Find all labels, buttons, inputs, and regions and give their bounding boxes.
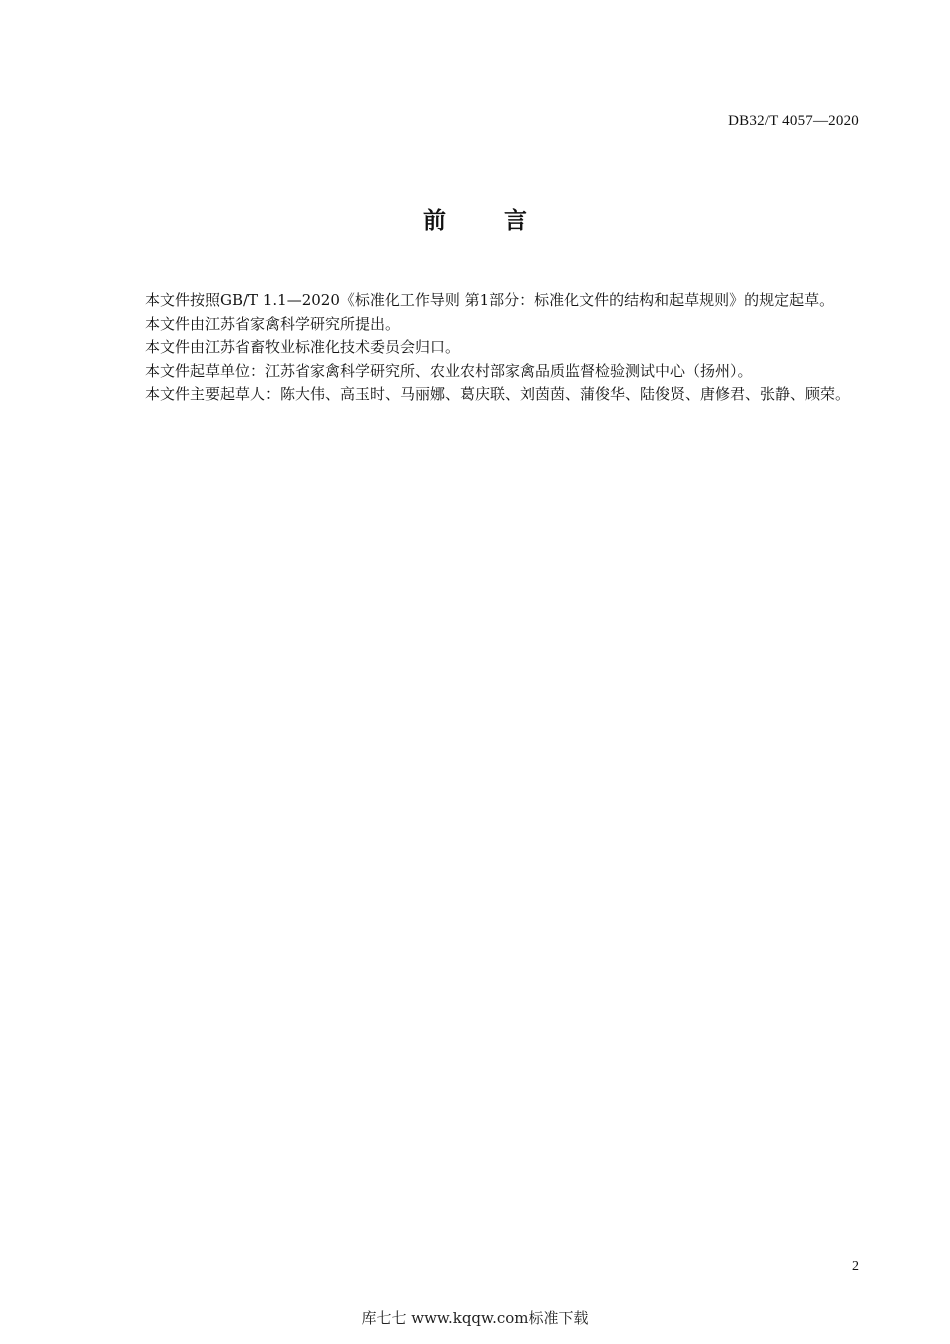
footer-watermark-text: 库七七 www.kqqw.com标准下载 [361, 1309, 589, 1327]
document-number: DB32/T 4057—2020 [728, 113, 859, 129]
page-number: 2 [852, 1259, 859, 1274]
paragraph-proposer: 本文件由江苏省家禽科学研究所提出。 [145, 314, 401, 333]
paragraph-drafting-rules: 本文件按照GB/T 1.1—2020《标准化工作导则 第1部分：标准化文件的结构和起草规则》的规定起草。 [145, 291, 835, 309]
page-title: 前言 [423, 208, 585, 234]
paragraph-drafters: 本文件主要起草人：陈大伟、高玉时、马丽娜、葛庆联、刘茵茵、蒲俊华、陆俊贤、唐修君、张静、顾荣。 [145, 385, 851, 403]
paragraph-drafting-units: 本文件起草单位：江苏省家禽科学研究所、农业农村部家禽品质监督检验测试中心（扬州）。 [145, 361, 753, 380]
paragraph-technical-committee: 本文件由江苏省畜牧业标准化技术委员会归口。 [145, 338, 461, 356]
foreword-body [113, 289, 863, 407]
